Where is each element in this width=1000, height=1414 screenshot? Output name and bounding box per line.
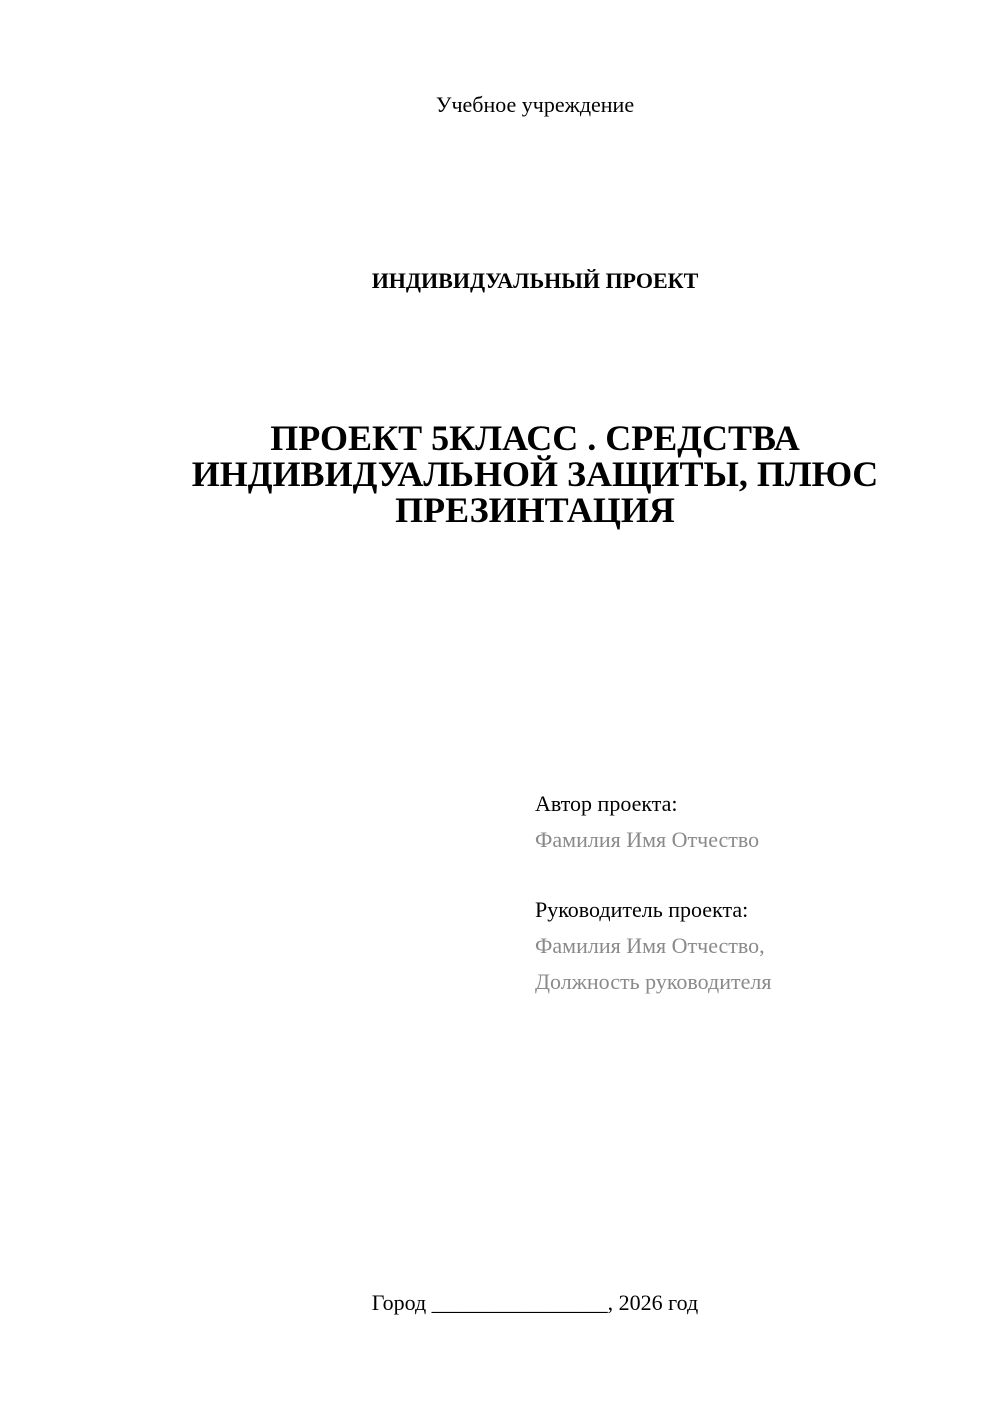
author-name: Фамилия Имя Отчество	[535, 827, 760, 852]
author-label: Автор проекта:	[535, 791, 678, 816]
city-year-line: Город ________________, 2026 год	[371, 1290, 699, 1315]
supervisor-block	[535, 892, 955, 1000]
project-title-line: ПРЕЗИНТАЦИЯ	[395, 490, 675, 530]
project-title-line: ИНДИВИДУАЛЬНОЙ ЗАЩИТЫ, ПЛЮС	[191, 454, 879, 494]
project-title	[120, 420, 950, 528]
supervisor-position: Должность руководителя	[535, 969, 772, 994]
institution-name: Учебное учреждение	[435, 92, 635, 117]
author-block	[535, 786, 955, 858]
supervisor-name: Фамилия Имя Отчество,	[535, 933, 765, 958]
supervisor-label: Руководитель проекта:	[535, 897, 749, 922]
project-title-line: ПРОЕКТ 5КЛАСС . СРЕДСТВА	[270, 418, 800, 458]
document-type: ИНДИВИДУАЛЬНЫЙ ПРОЕКТ	[371, 268, 699, 293]
